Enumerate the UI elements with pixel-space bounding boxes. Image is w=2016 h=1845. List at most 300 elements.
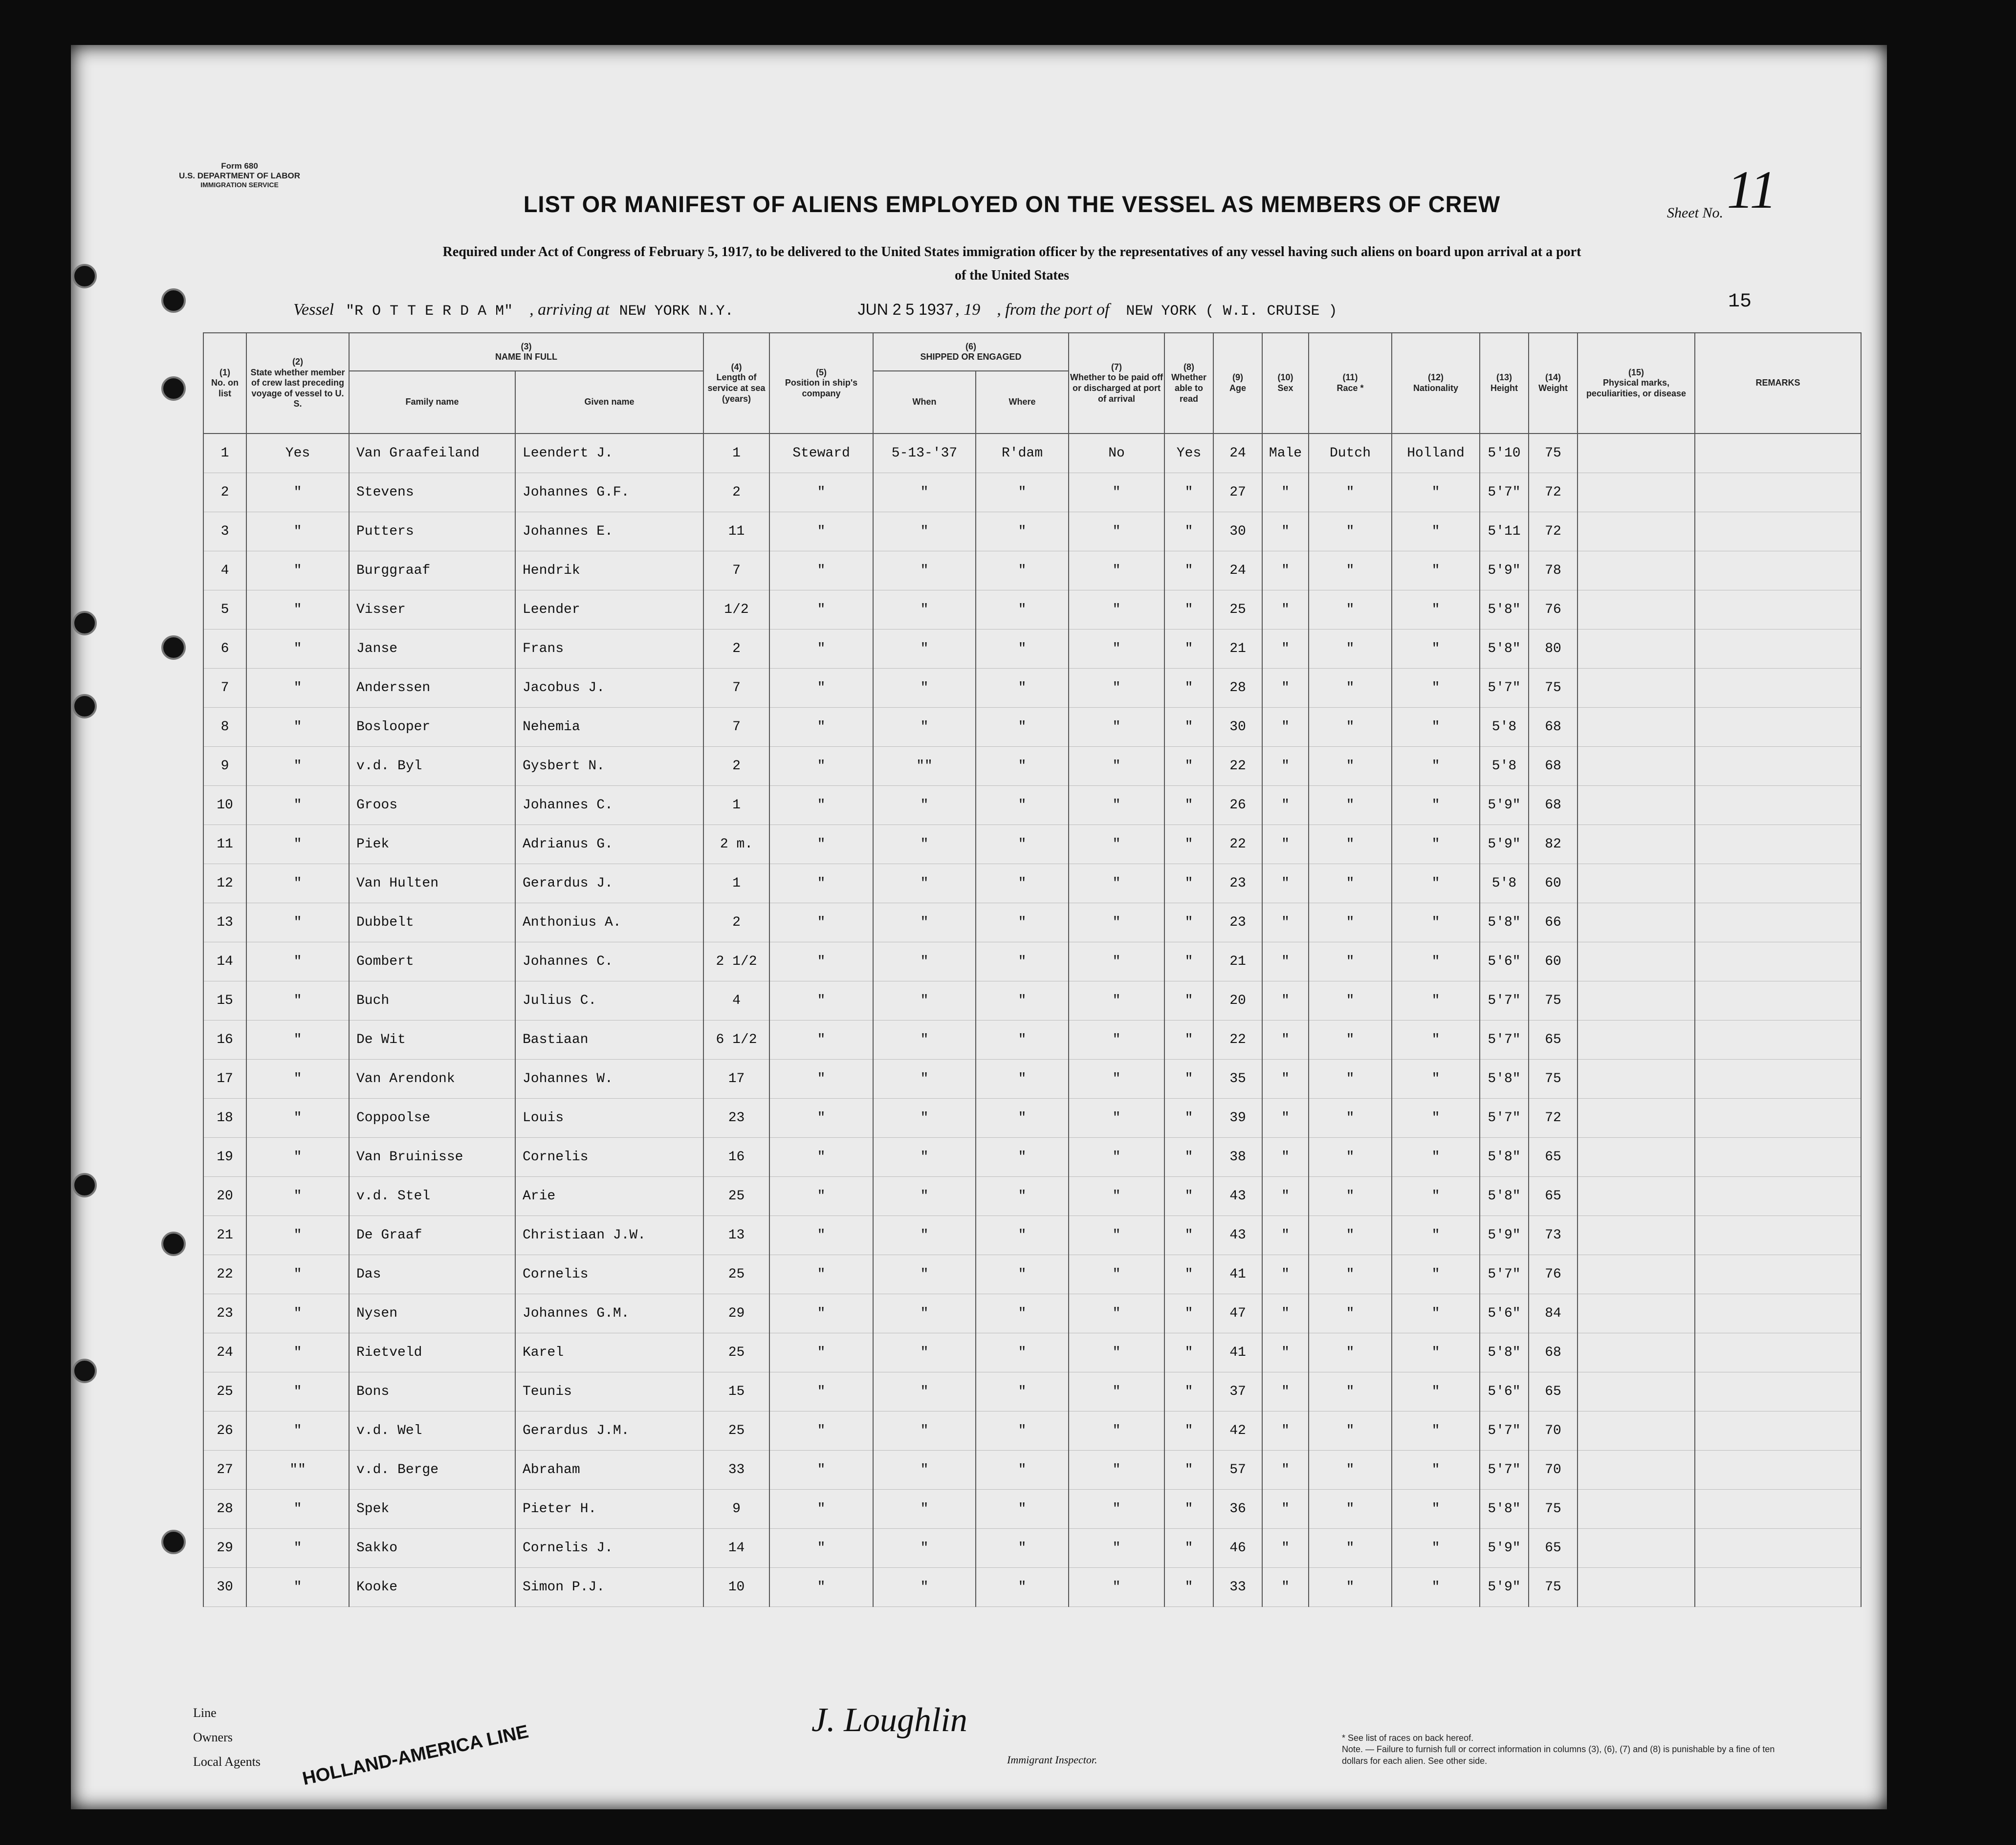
age-cell: 46 <box>1213 1529 1262 1568</box>
shipped-when-cell: " <box>873 864 976 903</box>
shipped-when-cell: " <box>873 590 976 629</box>
row-number-cell: 30 <box>203 1568 246 1607</box>
nationality-cell: " <box>1392 1060 1480 1099</box>
sex-cell: " <box>1262 825 1309 864</box>
age-cell: 26 <box>1213 786 1262 825</box>
prev-voyage-cell: " <box>246 1294 349 1333</box>
race-cell: " <box>1309 1099 1392 1138</box>
prev-voyage-cell: " <box>246 629 349 669</box>
col-8-header: Whether able to read <box>1171 372 1206 404</box>
shipped-where-cell: " <box>976 1255 1069 1294</box>
table-row <box>203 1333 1861 1372</box>
shipped-when-cell: " <box>873 825 976 864</box>
position-cell: " <box>769 864 873 903</box>
arriving-port: NEW YORK N.Y. <box>619 303 734 320</box>
age-cell: 23 <box>1213 903 1262 942</box>
race-cell: " <box>1309 629 1392 669</box>
shipped-where-cell: " <box>976 825 1069 864</box>
height-cell: 5'7" <box>1480 1020 1529 1060</box>
length-of-service-cell: 2 <box>703 747 769 786</box>
from-port: NEW YORK ( W.I. CRUISE ) <box>1126 303 1337 320</box>
paid-off-cell: " <box>1069 1333 1164 1372</box>
physical-marks-cell <box>1578 786 1695 825</box>
weight-cell: 60 <box>1529 942 1578 981</box>
length-of-service-cell: 1 <box>703 434 769 473</box>
family-name-cell: Kooke <box>349 1568 515 1607</box>
shipped-when-header: When <box>873 371 976 434</box>
shipped-when-cell: " <box>873 669 976 708</box>
row-number-cell: 17 <box>203 1060 246 1099</box>
able-to-read-cell: " <box>1164 629 1213 669</box>
row-number-cell: 6 <box>203 629 246 669</box>
nationality-cell: " <box>1392 1372 1480 1411</box>
race-cell: " <box>1309 669 1392 708</box>
crew-manifest-table <box>203 332 1862 1607</box>
sex-cell: " <box>1262 473 1309 512</box>
shipped-where-cell: " <box>976 1216 1069 1255</box>
shipped-when-cell: " <box>873 1411 976 1451</box>
physical-marks-cell <box>1578 1411 1695 1451</box>
race-cell: " <box>1309 590 1392 629</box>
row-number-cell: 21 <box>203 1216 246 1255</box>
given-name-cell: Cornelis J. <box>515 1529 703 1568</box>
position-cell: " <box>769 825 873 864</box>
row-number-cell: 20 <box>203 1177 246 1216</box>
length-of-service-cell: 1 <box>703 864 769 903</box>
race-cell: " <box>1309 708 1392 747</box>
table-row <box>203 903 1861 942</box>
given-name-cell: Anthonius A. <box>515 903 703 942</box>
nationality-cell: " <box>1392 1451 1480 1490</box>
position-cell: " <box>769 903 873 942</box>
weight-cell: 66 <box>1529 903 1578 942</box>
nationality-cell: " <box>1392 942 1480 981</box>
row-number-cell: 5 <box>203 590 246 629</box>
col-12-header: Nationality <box>1413 383 1458 393</box>
row-number-cell: 10 <box>203 786 246 825</box>
owners-label: Owners <box>193 1730 233 1744</box>
sex-cell: " <box>1262 708 1309 747</box>
table-row <box>203 1490 1861 1529</box>
shipped-where-cell: " <box>976 629 1069 669</box>
age-cell: 43 <box>1213 1216 1262 1255</box>
age-cell: 22 <box>1213 1020 1262 1060</box>
page-number: 15 <box>1728 291 1752 313</box>
row-number-cell: 19 <box>203 1138 246 1177</box>
height-cell: 5'8" <box>1480 1333 1529 1372</box>
shipped-where-cell: " <box>976 1490 1069 1529</box>
table-row <box>203 1020 1861 1060</box>
race-cell: " <box>1309 786 1392 825</box>
given-name-cell: Julius C. <box>515 981 703 1020</box>
shipped-where-cell: " <box>976 708 1069 747</box>
prev-voyage-cell: " <box>246 786 349 825</box>
given-name-cell: Cornelis <box>515 1138 703 1177</box>
vessel-label: Vessel <box>293 301 334 319</box>
sex-cell: " <box>1262 1372 1309 1411</box>
length-of-service-cell: 25 <box>703 1333 769 1372</box>
binder-hole <box>161 635 186 660</box>
binder-hole <box>161 376 186 401</box>
remarks-cell <box>1695 903 1861 942</box>
paid-off-cell: " <box>1069 669 1164 708</box>
position-cell: " <box>769 1060 873 1099</box>
family-name-cell: Sakko <box>349 1529 515 1568</box>
physical-marks-cell <box>1578 434 1695 473</box>
remarks-cell <box>1695 1294 1861 1333</box>
remarks-cell <box>1695 669 1861 708</box>
sheet-number: 11 <box>1727 160 1777 219</box>
physical-marks-cell <box>1578 1255 1695 1294</box>
row-number-cell: 9 <box>203 747 246 786</box>
length-of-service-cell: 29 <box>703 1294 769 1333</box>
sex-cell: " <box>1262 1333 1309 1372</box>
nationality-cell: " <box>1392 1255 1480 1294</box>
given-name-cell: Bastiaan <box>515 1020 703 1060</box>
paid-off-cell: " <box>1069 1568 1164 1607</box>
shipped-when-cell: " <box>873 1529 976 1568</box>
sex-cell: " <box>1262 1294 1309 1333</box>
race-cell: " <box>1309 825 1392 864</box>
able-to-read-cell: " <box>1164 512 1213 551</box>
position-cell: " <box>769 1099 873 1138</box>
race-cell: " <box>1309 942 1392 981</box>
row-number-cell: 24 <box>203 1333 246 1372</box>
race-cell: Dutch <box>1309 434 1392 473</box>
row-number-cell: 18 <box>203 1099 246 1138</box>
given-name-cell: Cornelis <box>515 1255 703 1294</box>
remarks-cell <box>1695 1333 1861 1372</box>
prev-voyage-cell: " <box>246 942 349 981</box>
given-name-cell: Abraham <box>515 1451 703 1490</box>
able-to-read-cell: " <box>1164 473 1213 512</box>
remarks-cell <box>1695 1372 1861 1411</box>
age-cell: 30 <box>1213 512 1262 551</box>
physical-marks-cell <box>1578 1529 1695 1568</box>
weight-cell: 70 <box>1529 1411 1578 1451</box>
family-name-header: Family name <box>349 371 515 434</box>
given-name-cell: Adrianus G. <box>515 825 703 864</box>
physical-marks-cell <box>1578 473 1695 512</box>
length-of-service-cell: 2 <box>703 629 769 669</box>
race-cell: " <box>1309 551 1392 590</box>
able-to-read-cell: " <box>1164 551 1213 590</box>
given-name-cell: Gerardus J.M. <box>515 1411 703 1451</box>
sex-cell: " <box>1262 903 1309 942</box>
length-of-service-cell: 2 m. <box>703 825 769 864</box>
holland-america-stamp: HOLLAND-AMERICA LINE <box>301 1721 530 1790</box>
able-to-read-cell: " <box>1164 1529 1213 1568</box>
length-of-service-cell: 1/2 <box>703 590 769 629</box>
crew-rows <box>203 434 1861 1607</box>
nationality-cell: " <box>1392 1294 1480 1333</box>
prev-voyage-cell: " <box>246 1216 349 1255</box>
inspector-signature: J. Loughlin <box>811 1701 967 1739</box>
given-name-cell: Leendert J. <box>515 434 703 473</box>
race-cell: " <box>1309 1568 1392 1607</box>
remarks-cell <box>1695 1138 1861 1177</box>
prev-voyage-cell: " <box>246 825 349 864</box>
race-cell: " <box>1309 1138 1392 1177</box>
weight-cell: 65 <box>1529 1138 1578 1177</box>
height-cell: 5'8 <box>1480 864 1529 903</box>
position-cell: " <box>769 669 873 708</box>
shipped-where-cell: " <box>976 1138 1069 1177</box>
given-name-cell: Leender <box>515 590 703 629</box>
prev-voyage-cell: " <box>246 1333 349 1372</box>
row-number-cell: 12 <box>203 864 246 903</box>
table-row <box>203 1529 1861 1568</box>
physical-marks-cell <box>1578 1177 1695 1216</box>
shipped-when-cell: " <box>873 1138 976 1177</box>
binder-hole <box>161 1232 186 1256</box>
col-5-number: (5) <box>816 367 827 377</box>
able-to-read-cell: " <box>1164 864 1213 903</box>
row-number-cell: 7 <box>203 669 246 708</box>
position-cell: " <box>769 1255 873 1294</box>
shipped-when-cell: " <box>873 1294 976 1333</box>
shipped-where-cell: " <box>976 551 1069 590</box>
given-name-cell: Simon P.J. <box>515 1568 703 1607</box>
shipped-where-header: Where <box>976 371 1069 434</box>
length-of-service-cell: 17 <box>703 1060 769 1099</box>
prev-voyage-cell: " <box>246 1490 349 1529</box>
family-name-cell: Janse <box>349 629 515 669</box>
length-of-service-cell: 25 <box>703 1255 769 1294</box>
remarks-cell <box>1695 512 1861 551</box>
height-cell: 5'7" <box>1480 669 1529 708</box>
nationality-cell: " <box>1392 1177 1480 1216</box>
col-2-number: (2) <box>292 357 303 367</box>
physical-marks-cell <box>1578 1568 1695 1607</box>
age-cell: 35 <box>1213 1060 1262 1099</box>
family-name-cell: Burggraaf <box>349 551 515 590</box>
position-cell: " <box>769 590 873 629</box>
race-cell: " <box>1309 1529 1392 1568</box>
shipped-where-cell: " <box>976 1294 1069 1333</box>
table-row <box>203 551 1861 590</box>
family-name-cell: Das <box>349 1255 515 1294</box>
col-8-number: (8) <box>1183 362 1194 372</box>
table-row <box>203 1411 1861 1451</box>
sex-cell: " <box>1262 1411 1309 1451</box>
local-agents-label: Local Agents <box>193 1755 261 1769</box>
shipped-where-cell: " <box>976 669 1069 708</box>
nationality-cell: " <box>1392 1138 1480 1177</box>
row-number-cell: 16 <box>203 1020 246 1060</box>
weight-cell: 72 <box>1529 512 1578 551</box>
race-cell: " <box>1309 1451 1392 1490</box>
family-name-cell: Van Graafeiland <box>349 434 515 473</box>
sex-cell: " <box>1262 1099 1309 1138</box>
paid-off-cell: " <box>1069 1216 1164 1255</box>
prev-voyage-cell: " <box>246 1372 349 1411</box>
row-number-cell: 26 <box>203 1411 246 1451</box>
table-row <box>203 864 1861 903</box>
paid-off-cell: " <box>1069 1294 1164 1333</box>
length-of-service-cell: 2 <box>703 903 769 942</box>
length-of-service-cell: 2 1/2 <box>703 942 769 981</box>
nationality-cell: Holland <box>1392 434 1480 473</box>
prev-voyage-cell: " <box>246 1411 349 1451</box>
height-cell: 5'9" <box>1480 786 1529 825</box>
race-cell: " <box>1309 1490 1392 1529</box>
length-of-service-cell: 16 <box>703 1138 769 1177</box>
physical-marks-cell <box>1578 1216 1695 1255</box>
paid-off-cell: " <box>1069 473 1164 512</box>
nationality-cell: " <box>1392 864 1480 903</box>
shipped-where-cell: " <box>976 942 1069 981</box>
shipped-when-cell: " <box>873 903 976 942</box>
paid-off-cell: " <box>1069 1177 1164 1216</box>
physical-marks-cell <box>1578 590 1695 629</box>
col-2-header: State whether member of crew last preceding voyage of vessel to U. S. <box>250 367 345 409</box>
prev-voyage-cell: "" <box>246 1451 349 1490</box>
shipped-when-cell: " <box>873 942 976 981</box>
row-number-cell: 1 <box>203 434 246 473</box>
physical-marks-cell <box>1578 1451 1695 1490</box>
given-name-cell: Jacobus J. <box>515 669 703 708</box>
weight-cell: 65 <box>1529 1529 1578 1568</box>
age-cell: 47 <box>1213 1294 1262 1333</box>
shipped-where-cell: " <box>976 864 1069 903</box>
nationality-cell: " <box>1392 825 1480 864</box>
family-name-cell: Coppoolse <box>349 1099 515 1138</box>
age-cell: 20 <box>1213 981 1262 1020</box>
position-cell: " <box>769 1451 873 1490</box>
shipped-when-cell: " <box>873 629 976 669</box>
shipped-when-cell: " <box>873 1568 976 1607</box>
shipped-where-cell: " <box>976 1060 1069 1099</box>
age-cell: 30 <box>1213 708 1262 747</box>
sex-cell: " <box>1262 747 1309 786</box>
physical-marks-cell <box>1578 629 1695 669</box>
remarks-cell <box>1695 786 1861 825</box>
manifest-title: LIST OR MANIFEST OF ALIENS EMPLOYED ON THE VESSEL AS MEMBERS OF CREW <box>523 191 1501 217</box>
able-to-read-cell: " <box>1164 1451 1213 1490</box>
year-suffix: , 19 <box>955 301 981 319</box>
age-cell: 21 <box>1213 629 1262 669</box>
sex-cell: " <box>1262 1216 1309 1255</box>
length-of-service-cell: 25 <box>703 1411 769 1451</box>
weight-cell: 70 <box>1529 1451 1578 1490</box>
height-cell: 5'10 <box>1480 434 1529 473</box>
position-cell: " <box>769 1138 873 1177</box>
age-cell: 41 <box>1213 1255 1262 1294</box>
nationality-cell: " <box>1392 590 1480 629</box>
shipped-where-cell: " <box>976 1020 1069 1060</box>
table-row <box>203 1294 1861 1333</box>
paid-off-cell: " <box>1069 1255 1164 1294</box>
given-name-cell: Johannes E. <box>515 512 703 551</box>
physical-marks-cell <box>1578 512 1695 551</box>
weight-cell: 68 <box>1529 1333 1578 1372</box>
col-6-number: (6) <box>965 341 976 351</box>
shipped-when-cell: " <box>873 1177 976 1216</box>
nationality-cell: " <box>1392 786 1480 825</box>
able-to-read-cell: " <box>1164 708 1213 747</box>
age-cell: 43 <box>1213 1177 1262 1216</box>
col-13-header: Height <box>1490 383 1518 393</box>
table-row <box>203 942 1861 981</box>
prev-voyage-cell: Yes <box>246 434 349 473</box>
able-to-read-cell: " <box>1164 1255 1213 1294</box>
weight-cell: 75 <box>1529 1490 1578 1529</box>
able-to-read-cell: " <box>1164 1216 1213 1255</box>
col-1-number: (1) <box>219 367 230 377</box>
height-cell: 5'7" <box>1480 1411 1529 1451</box>
height-cell: 5'7" <box>1480 1255 1529 1294</box>
weight-cell: 76 <box>1529 1255 1578 1294</box>
height-cell: 5'8" <box>1480 903 1529 942</box>
weight-cell: 75 <box>1529 434 1578 473</box>
col-5-header: Position in ship's company <box>785 378 858 398</box>
height-cell: 5'9" <box>1480 1216 1529 1255</box>
position-cell: Steward <box>769 434 873 473</box>
race-cell: " <box>1309 1294 1392 1333</box>
length-of-service-cell: 11 <box>703 512 769 551</box>
nationality-cell: " <box>1392 551 1480 590</box>
physical-marks-cell <box>1578 1294 1695 1333</box>
race-cell: " <box>1309 1060 1392 1099</box>
position-cell: " <box>769 786 873 825</box>
nationality-cell: " <box>1392 1568 1480 1607</box>
position-cell: " <box>769 551 873 590</box>
remarks-cell <box>1695 1490 1861 1529</box>
prev-voyage-cell: " <box>246 1138 349 1177</box>
age-cell: 37 <box>1213 1372 1262 1411</box>
paid-off-cell: " <box>1069 1060 1164 1099</box>
col-3-number: (3) <box>521 341 532 351</box>
shipped-where-cell: " <box>976 512 1069 551</box>
sex-cell: " <box>1262 669 1309 708</box>
shipped-where-cell: " <box>976 1568 1069 1607</box>
family-name-cell: Van Bruinisse <box>349 1138 515 1177</box>
shipped-when-cell: " <box>873 1333 976 1372</box>
height-cell: 5'8" <box>1480 1060 1529 1099</box>
weight-cell: 73 <box>1529 1216 1578 1255</box>
position-cell: " <box>769 708 873 747</box>
requirement-line-1: Required under Act of Congress of February 5, 1917, to be delivered to the United States immigration officer by the representatives of any vessel having such aliens on board upon arrival at a port <box>442 244 1581 260</box>
row-number-cell: 23 <box>203 1294 246 1333</box>
age-cell: 36 <box>1213 1490 1262 1529</box>
sex-cell: " <box>1262 1490 1309 1529</box>
given-name-cell: Frans <box>515 629 703 669</box>
col-11-number: (11) <box>1342 372 1358 383</box>
shipped-where-cell: " <box>976 747 1069 786</box>
paid-off-cell: " <box>1069 1451 1164 1490</box>
binder-hole <box>161 288 186 313</box>
table-row <box>203 669 1861 708</box>
height-cell: 5'6" <box>1480 1294 1529 1333</box>
length-of-service-cell: 7 <box>703 669 769 708</box>
paid-off-cell: " <box>1069 1138 1164 1177</box>
sex-cell: " <box>1262 629 1309 669</box>
position-cell: " <box>769 1411 873 1451</box>
age-cell: 22 <box>1213 747 1262 786</box>
height-cell: 5'9" <box>1480 1568 1529 1607</box>
family-name-cell: v.d. Wel <box>349 1411 515 1451</box>
able-to-read-cell: " <box>1164 903 1213 942</box>
table-row <box>203 512 1861 551</box>
race-cell: " <box>1309 1372 1392 1411</box>
prev-voyage-cell: " <box>246 551 349 590</box>
weight-cell: 68 <box>1529 747 1578 786</box>
col-7-number: (7) <box>1111 362 1122 372</box>
shipped-when-cell: " <box>873 1490 976 1529</box>
height-cell: 5'7" <box>1480 473 1529 512</box>
nationality-cell: " <box>1392 708 1480 747</box>
